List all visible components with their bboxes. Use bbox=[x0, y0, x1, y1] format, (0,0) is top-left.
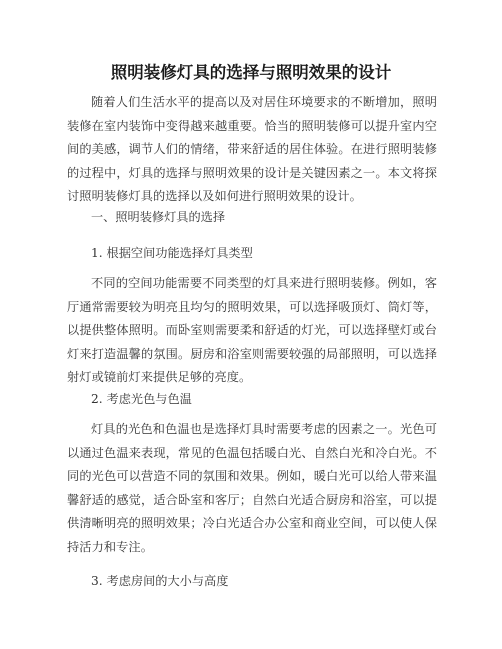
subsection-paragraph-1: 不同的空间功能需要不同类型的灯具来进行照明装修。例如，客厅通常需要较为明亮且均匀的照明效果，可以选择吸顶灯、筒灯等，以提供整体照明。而卧室则需要柔和舒适的灯光，可以选择壁灯或台灯来打造温馨的氛围。厨房和浴室则需要较强的局部照明，可以选择射灯或镜前灯来提供足够的亮度。 bbox=[67, 276, 437, 384]
intro-paragraph: 随着人们生活水平的提高以及对居住环境要求的不断增加，照明装修在室内装饰中变得越来越重要。恰当的照明装修可以提升室内空间的美感，调节人们的情绪，带来舒适的居住体验。在进行照明装修的过程中，灯具的选择与照明效果的设计是关键因素之一。本文将探讨照明装修灯具的选择以及如何进行照明效果的设计。 bbox=[67, 95, 437, 203]
subsection-heading-3: 3. 考虑房间的大小与高度 bbox=[91, 574, 229, 588]
document-title: 照明装修灯具的选择与照明效果的设计 bbox=[110, 63, 392, 82]
subsection-heading-1: 1. 根据空间功能选择灯具类型 bbox=[91, 246, 253, 260]
section-heading-1: 一、照明装修灯具的选择 bbox=[91, 210, 226, 224]
subsection-paragraph-2: 灯具的光色和色温也是选择灯具时需要考虑的因素之一。光色可以通过色温来表现，常见的色温包括暖白光、自然白光和冷白光。不同的光色可以营造不同的氛围和效果。例如，暖白光可以给人带来温馨舒适的感觉，适合卧室和客厅；自然白光适合厨房和浴室，可以提供清晰明亮的照明效果；冷白光适合办公室和商业空间，可以使人保持活力和专注。 bbox=[67, 422, 437, 554]
subsection-heading-2: 2. 考虑光色与色温 bbox=[91, 392, 192, 406]
